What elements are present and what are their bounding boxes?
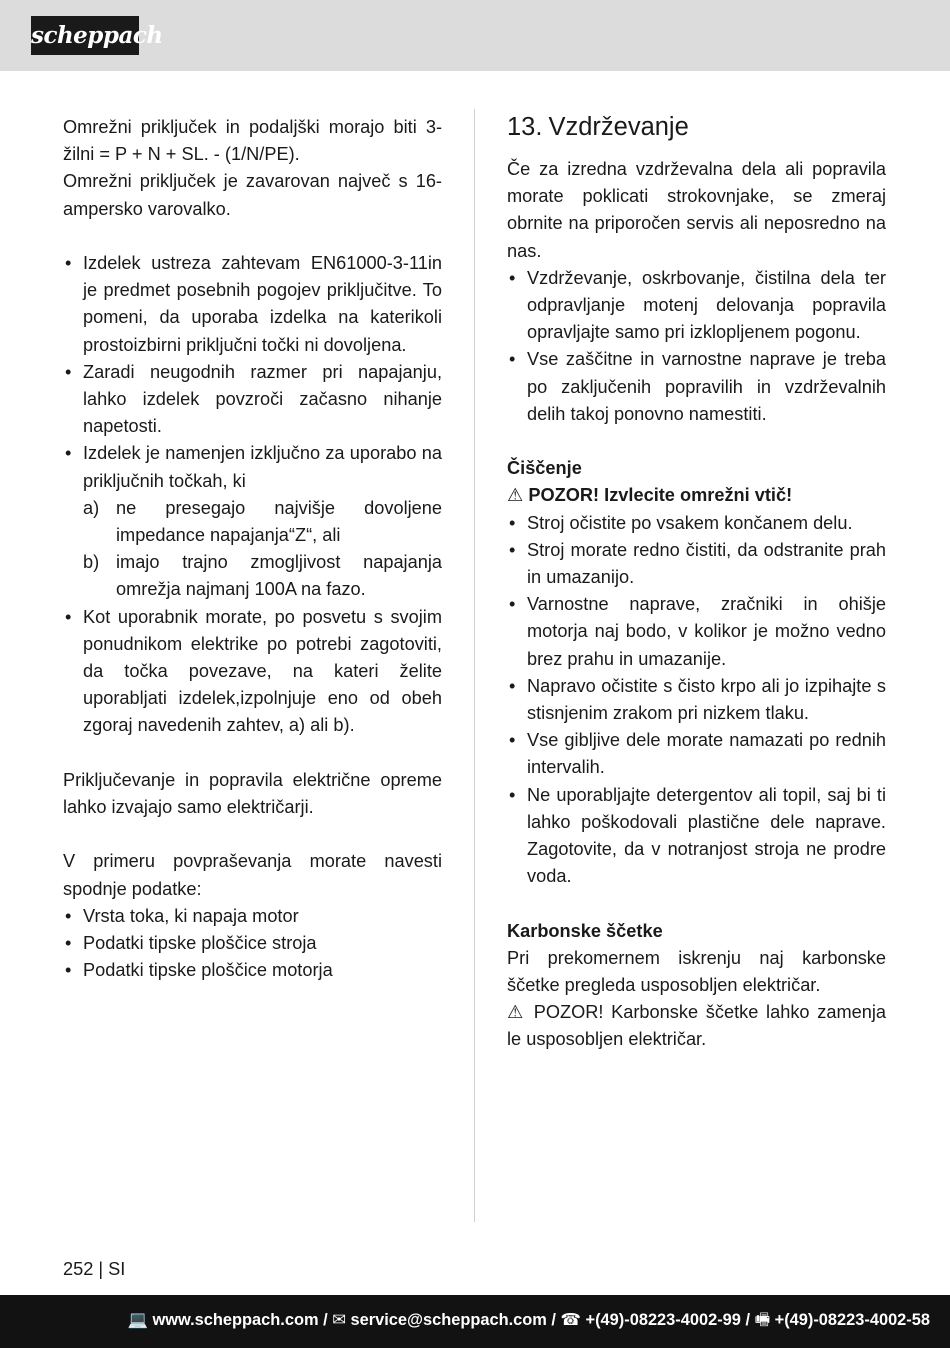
cleaning-list <box>507 510 886 891</box>
fax-icon: 🖷 <box>754 1311 771 1329</box>
sub-item-text: imajo trajno zmogljivost napajanja omrežja najmanj 100A na fazo. <box>116 552 442 600</box>
page-header <box>0 0 950 71</box>
cleaning-warning <box>507 482 886 509</box>
warning-icon: ⚠ <box>507 485 524 506</box>
warning-icon: ⚠ <box>507 1002 526 1023</box>
list-item: • Vrsta toka, ki napaja motor <box>63 903 442 930</box>
requirements-list <box>63 250 442 740</box>
list-item <box>63 440 442 603</box>
sub-item <box>83 495 442 549</box>
inquiry-list <box>63 903 442 985</box>
list-item: • Vzdrževanje, oskrbovanje, čistilna dela ter odpravljanje motenj delovanja popravila opravljajte samo pri izklopljenem pogonu. <box>507 265 886 347</box>
section-title: Vzdrževanje <box>548 113 689 141</box>
list-item: • Zaradi neugodnih razmer pri napajanju, lahko izdelek povzroči začasno nihanje napetosti. <box>63 359 442 441</box>
footer-website[interactable]: www.scheppach.com / <box>152 1311 328 1329</box>
paragraph-electricians: Priključevanje in popravila električne opreme lahko izvajajo samo električarji. <box>63 769 442 818</box>
list-item: • Podatki tipske ploščice stroja <box>63 930 442 957</box>
footer-phone: +(49)-08223-4002-99 / <box>585 1311 751 1329</box>
cleaning-heading: Čiščenje <box>507 458 582 479</box>
section-number: 13. <box>507 113 543 141</box>
cleaning-warning-text: POZOR! Izvlecite omrežni vtič! <box>528 485 793 506</box>
list-item: • Vse gibljive dele morate namazati po rednih intervalih. <box>507 727 886 781</box>
list-item: • Stroj očistite po vsakem končanem delu. <box>507 510 886 537</box>
list-item: • Vse zaščitne in varnostne naprave je treba po zaključenih popravilih in vzdrževalnih delih takoj ponovno namestiti. <box>507 346 886 428</box>
list-item: • Stroj morate redno čistiti, da odstranite prah in umazanijo. <box>507 537 886 591</box>
maintenance-list <box>507 265 886 428</box>
section-heading <box>507 114 886 156</box>
footer-email[interactable]: service@scheppach.com / <box>350 1311 556 1329</box>
list-item: • Izdelek ustreza zahtevam EN61000-3-11in je predmet posebnih pogojev priključitve. To pomeni, da uporaba izdelka na katerikoli prostoizbirni priključni točki ni dovoljena. <box>63 250 442 359</box>
paragraph-fuse: Omrežni priključek je zavarovan največ s 16-ampersko varovalko. <box>63 171 442 219</box>
sub-item-text: ne presegajo najvišje dovoljene impedance napajanja“Z“, ali <box>116 497 442 546</box>
brushes-warning <box>507 999 886 1053</box>
mail-icon: ✉ <box>332 1311 346 1329</box>
page-number: 252 | SI <box>63 1259 126 1279</box>
list-item: • Kot uporabnik morate, po posvetu s svojim ponudnikom elektrike po potrebi zagotoviti, da točka povezave, na kateri želite uporabljati izdelek,izpolnjuje eno od obeh zgoraj navedenih zahtev, a) ali b). <box>63 604 442 740</box>
paragraph-brushes: Pri prekomernem iskrenju naj karbonske ščetke pregleda usposobljen električar. <box>507 947 886 996</box>
paragraph-inquiry: V primeru povpraševanja morate navesti spodnje podatke: <box>63 851 442 899</box>
paragraph-plug-wires: Omrežni priključek in podaljški morajo biti 3-žilni = P + N + SL. - (1/N/PE). <box>63 117 442 165</box>
list-item: • Varnostne naprave, zračniki in ohišje motorja naj bodo, v kolikor je možno vedno brez prahu in umazanije. <box>507 591 886 673</box>
computer-icon: 💻 <box>127 1311 148 1329</box>
sub-item <box>83 549 442 603</box>
list-item: • Ne uporabljajte detergentov ali topil, saj bi ti lahko poškodovali plastične dele naprave. Zagotovite, da v notranjost stroja ne prodre voda. <box>507 782 886 891</box>
phone-icon: ☎ <box>560 1311 581 1329</box>
list-item: • Napravo očistite s čisto krpo ali jo izpihajte s stisnjenim zrakom pri nizkem tlaku. <box>507 673 886 727</box>
footer-fax: +(49)-08223-4002-58 <box>774 1311 930 1329</box>
brushes-heading: Karbonske ščetke <box>507 920 663 941</box>
sub-item-label: b) <box>83 552 100 573</box>
list-item-text: • Izdelek je namenjen izključno za uporabo na priključnih točkah, ki <box>83 443 442 491</box>
brand-logo: scheppach <box>31 16 139 55</box>
page-footer <box>0 1295 950 1348</box>
brushes-warning-text: POZOR! Karbonske ščetke lahko zamenja le usposobljen električar. <box>507 1002 886 1050</box>
sub-item-label: a) <box>83 497 100 518</box>
list-item: • Podatki tipske ploščice motorja <box>63 957 442 984</box>
right-column <box>507 114 886 1054</box>
left-column <box>63 114 442 984</box>
column-divider <box>474 109 475 1222</box>
paragraph-maintenance-intro: Če za izredna vzdrževalna dela ali popravila morate poklicati strokovnjake, se zmeraj obrnite na priporočen servis ali neposredno na nas. <box>507 159 886 261</box>
